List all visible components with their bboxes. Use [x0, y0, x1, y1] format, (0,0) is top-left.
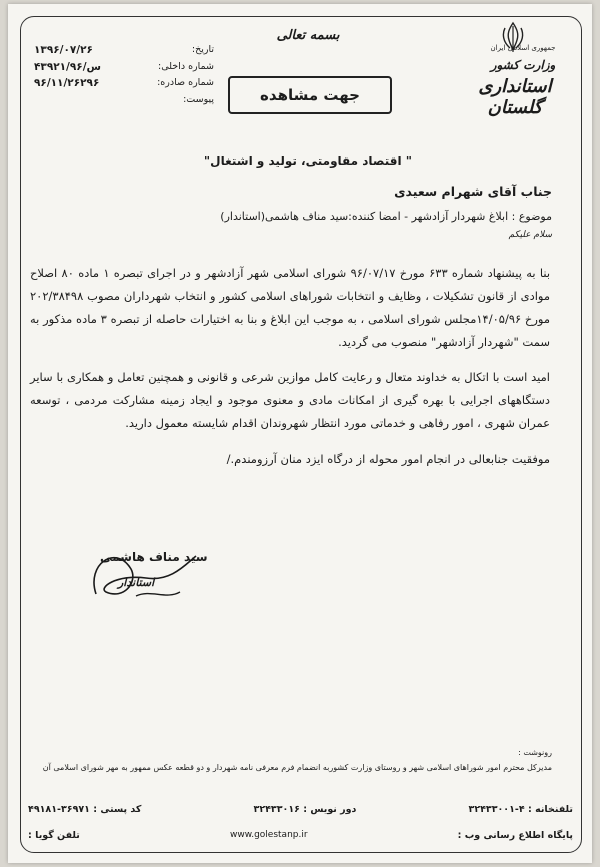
internal-no-value: ۴۳۹۲۱/س/۹۶	[34, 60, 102, 73]
footer-postal: کد پستی : ۳۶۹۷۱-۴۹۱۸۱	[28, 804, 142, 815]
attachment-label: پیوست:	[183, 93, 214, 105]
attachment-row	[34, 92, 214, 109]
subject-line: موضوع : ابلاغ شهردار آزادشهر - امضا کننده:سید مناف هاشمی(استاندار)	[220, 210, 552, 223]
republic-title: جمهوری اسلامی ایران	[490, 44, 556, 52]
footer-voice-phone: تلفن گویا :	[28, 830, 80, 841]
issued-no-row	[34, 75, 214, 92]
handwritten-greeting: سلام علیکم	[508, 230, 552, 240]
date-label: تاریخ:	[191, 44, 214, 55]
slogan: " اقتصاد مقاومتی، تولید و اشتغال"	[203, 154, 413, 168]
signatory-title: استاندار	[118, 576, 155, 589]
ministry-title: وزارت کشور	[490, 58, 556, 72]
basmala: بسمه تعالی	[276, 28, 340, 43]
date-row	[34, 42, 214, 59]
internal-no-row	[34, 59, 214, 76]
issued-no-label: شماره صادره:	[157, 77, 214, 88]
issued-no-value: ۹۶/۱۱/۲۶۲۹۶	[34, 77, 100, 89]
body-paragraph-3: موفقیت جنابعالی در انجام امور محوله از درگاه ایزد منان آرزومندم./	[226, 452, 550, 466]
footer-web	[28, 830, 573, 841]
view-stamp: جهت مشاهده	[228, 76, 392, 114]
footer-contacts	[28, 804, 573, 815]
footer-phone: تلفنخانه : ۴-۳۲۴۳۳۰۰۱	[468, 804, 573, 815]
footer-fax: دور نویس : ۳۲۴۳۳۰۱۶	[253, 804, 357, 815]
body-paragraph-1: بنا به پیشنهاد شماره ۶۳۳ مورخ ۹۶/۰۷/۱۷ شورای اسلامی شهر آزادشهر و در اجرای تبصره ۱ ماده ۸۰ اصلاح موادی از قانون تشکیلات ، وظایف و انتخابات شوراهای اسلامی کشور و انتخاب شهرداران مصوب ۲۰۲/۳۸۴۹۸ مورخ ۱۴/۰۵/۹۶مجلس شورای اسلامی ، به موجب این ابلاغ و بنا به اختیارات حاصله از تبصره ۳ ماده مذکور به سمت "شهردار آزادشهر" منصوب می گردید.	[30, 266, 551, 349]
cc-label: رونوشت :	[518, 748, 552, 757]
signatory-name: سید مناف هاشمی	[100, 550, 208, 564]
footer-portal-label: پایگاه اطلاع رسانی وب :	[457, 830, 573, 841]
signature-scribble-icon	[76, 534, 216, 614]
cc-text: مدیرکل محترم امور شوراهای اسلامی شهر و روستای وزارت کشوربه انضمام فرم معرفی نامه شهردار و دو قطعه عکس ممهور به مهر شورای اسلامی آن	[42, 763, 552, 772]
date-value: ۱۳۹۶/۰۷/۲۶	[34, 44, 93, 56]
body-paragraph-2: امید است با اتکال به خداوند متعال و رعایت کامل موازین شرعی و قانونی و همچنین تعامل و همکاری با سایر دستگاههای اجرایی با بهره گیری از امکانات مادی و معنوی موجود و ایجاد زمینه مشارکت مردمی ، توسعه عمران شهری ، امور رفاهی و خدماتی مورد انتظار شهروندان اقدام شایسته معمول دارید.	[30, 370, 550, 430]
governorate-title: استانداری گلستان	[478, 76, 552, 118]
letter-page	[8, 4, 592, 863]
recipient: جناب آقای شهرام سعیدی	[394, 184, 552, 199]
letter-meta	[34, 42, 214, 108]
footer-website: www.golestanp.ir	[229, 830, 308, 840]
internal-no-label: شماره داخلی:	[158, 60, 214, 72]
